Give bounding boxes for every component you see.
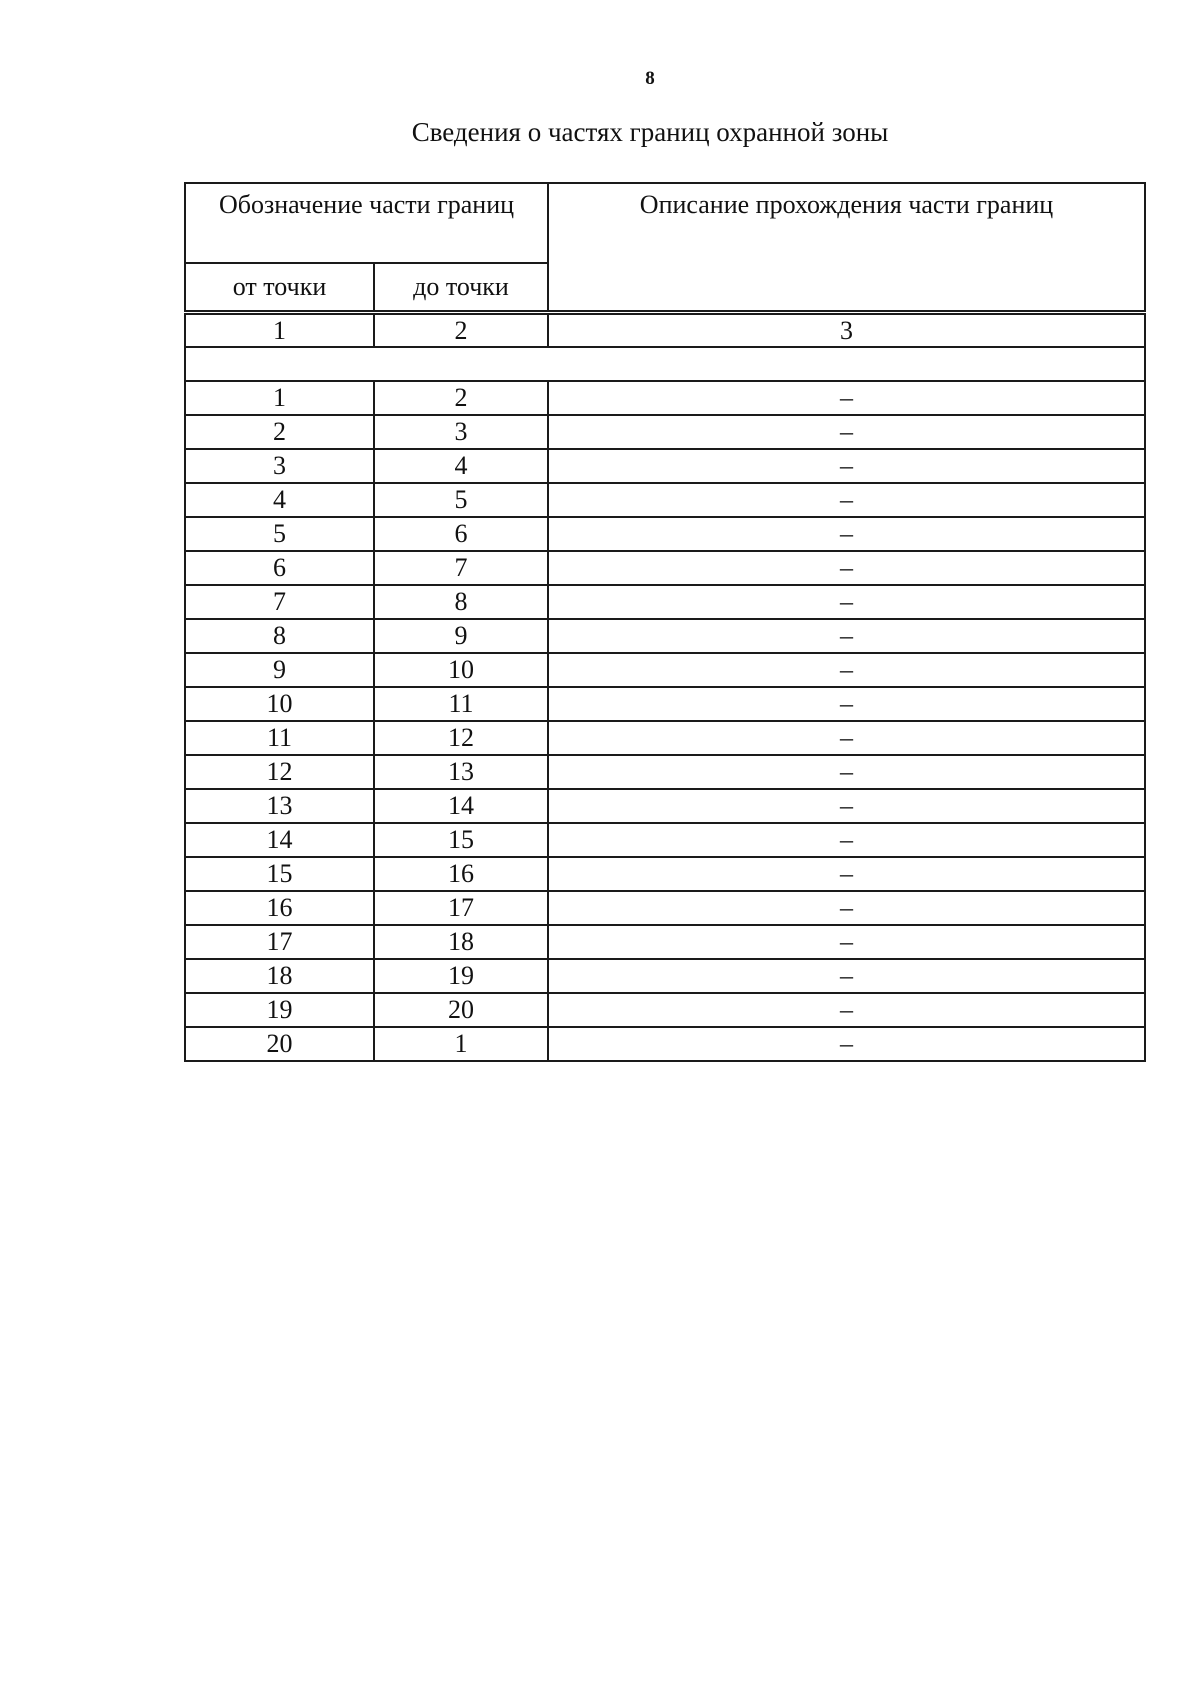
cell-description: – (548, 517, 1145, 551)
table-row (185, 755, 1145, 789)
cell-from-point: 9 (185, 653, 374, 687)
cell-description: – (548, 823, 1145, 857)
page-title: Сведения о частях границ охранной зоны (411, 117, 889, 147)
cell-description: – (548, 415, 1145, 449)
cell-from-point: 5 (185, 517, 374, 551)
cell-from-point: 6 (185, 551, 374, 585)
boundary-parts-table (184, 182, 1146, 1062)
table-row (185, 381, 1145, 415)
cell-from-point: 20 (185, 1027, 374, 1061)
header-from-point: от точки (185, 263, 374, 311)
cell-from-point: 15 (185, 857, 374, 891)
cell-from-point: 7 (185, 585, 374, 619)
cell-to-point: 2 (374, 381, 548, 415)
header-description: Описание прохождения части границ (548, 183, 1145, 311)
cell-from-point: 11 (185, 721, 374, 755)
cell-from-point: 8 (185, 619, 374, 653)
cell-description: – (548, 585, 1145, 619)
cell-to-point: 9 (374, 619, 548, 653)
cell-description: – (548, 551, 1145, 585)
table-row (185, 959, 1145, 993)
table-row (185, 823, 1145, 857)
cell-from-point: 10 (185, 687, 374, 721)
cell-to-point: 4 (374, 449, 548, 483)
cell-to-point: 3 (374, 415, 548, 449)
cell-description: – (548, 619, 1145, 653)
cell-description: – (548, 891, 1145, 925)
table-row (185, 1027, 1145, 1061)
table-row (185, 687, 1145, 721)
cell-to-point: 7 (374, 551, 548, 585)
cell-from-point: 2 (185, 415, 374, 449)
cell-to-point: 20 (374, 993, 548, 1027)
cell-to-point: 16 (374, 857, 548, 891)
cell-description: – (548, 925, 1145, 959)
table-row (185, 585, 1145, 619)
cell-to-point: 12 (374, 721, 548, 755)
cell-description: – (548, 789, 1145, 823)
cell-description: – (548, 857, 1145, 891)
table-row (185, 857, 1145, 891)
section-row (185, 347, 1145, 381)
header-row (185, 183, 1145, 263)
table-row (185, 415, 1145, 449)
cell-to-point: 10 (374, 653, 548, 687)
cell-to-point: 19 (374, 959, 548, 993)
cell-from-point: 3 (185, 449, 374, 483)
column-number-1: 1 (185, 314, 374, 347)
table-row (185, 449, 1145, 483)
cell-to-point: 14 (374, 789, 548, 823)
cell-description: – (548, 653, 1145, 687)
table-row (185, 925, 1145, 959)
table-row (185, 517, 1145, 551)
table-row (185, 619, 1145, 653)
page-number: 8 (645, 68, 655, 89)
cell-from-point: 13 (185, 789, 374, 823)
cell-to-point: 11 (374, 687, 548, 721)
cell-from-point: 4 (185, 483, 374, 517)
cell-description: – (548, 755, 1145, 789)
cell-to-point: 17 (374, 891, 548, 925)
column-number-row (185, 314, 1145, 347)
cell-description: – (548, 993, 1145, 1027)
cell-description: – (548, 1027, 1145, 1061)
cell-description: – (548, 687, 1145, 721)
cell-to-point: 15 (374, 823, 548, 857)
cell-description: – (548, 381, 1145, 415)
cell-description: – (548, 483, 1145, 517)
table-row (185, 653, 1145, 687)
cell-to-point: 18 (374, 925, 548, 959)
section-label (185, 347, 1145, 381)
column-number-3: 3 (548, 314, 1145, 347)
cell-from-point: 17 (185, 925, 374, 959)
table-row (185, 483, 1145, 517)
cell-to-point: 8 (374, 585, 548, 619)
cell-to-point: 1 (374, 1027, 548, 1061)
cell-to-point: 6 (374, 517, 548, 551)
cell-description: – (548, 721, 1145, 755)
cell-from-point: 16 (185, 891, 374, 925)
cell-to-point: 5 (374, 483, 548, 517)
column-number-2: 2 (374, 314, 548, 347)
cell-to-point: 13 (374, 755, 548, 789)
table-row (185, 993, 1145, 1027)
table-row (185, 789, 1145, 823)
cell-description: – (548, 959, 1145, 993)
cell-description: – (548, 449, 1145, 483)
header-to-point: до точки (374, 263, 548, 311)
table-row (185, 721, 1145, 755)
cell-from-point: 1 (185, 381, 374, 415)
table-body (185, 183, 1145, 1061)
table-row (185, 551, 1145, 585)
cell-from-point: 12 (185, 755, 374, 789)
cell-from-point: 19 (185, 993, 374, 1027)
cell-from-point: 18 (185, 959, 374, 993)
cell-from-point: 14 (185, 823, 374, 857)
table-row (185, 891, 1145, 925)
header-boundary-designation: Обозначение части границ (185, 183, 548, 263)
